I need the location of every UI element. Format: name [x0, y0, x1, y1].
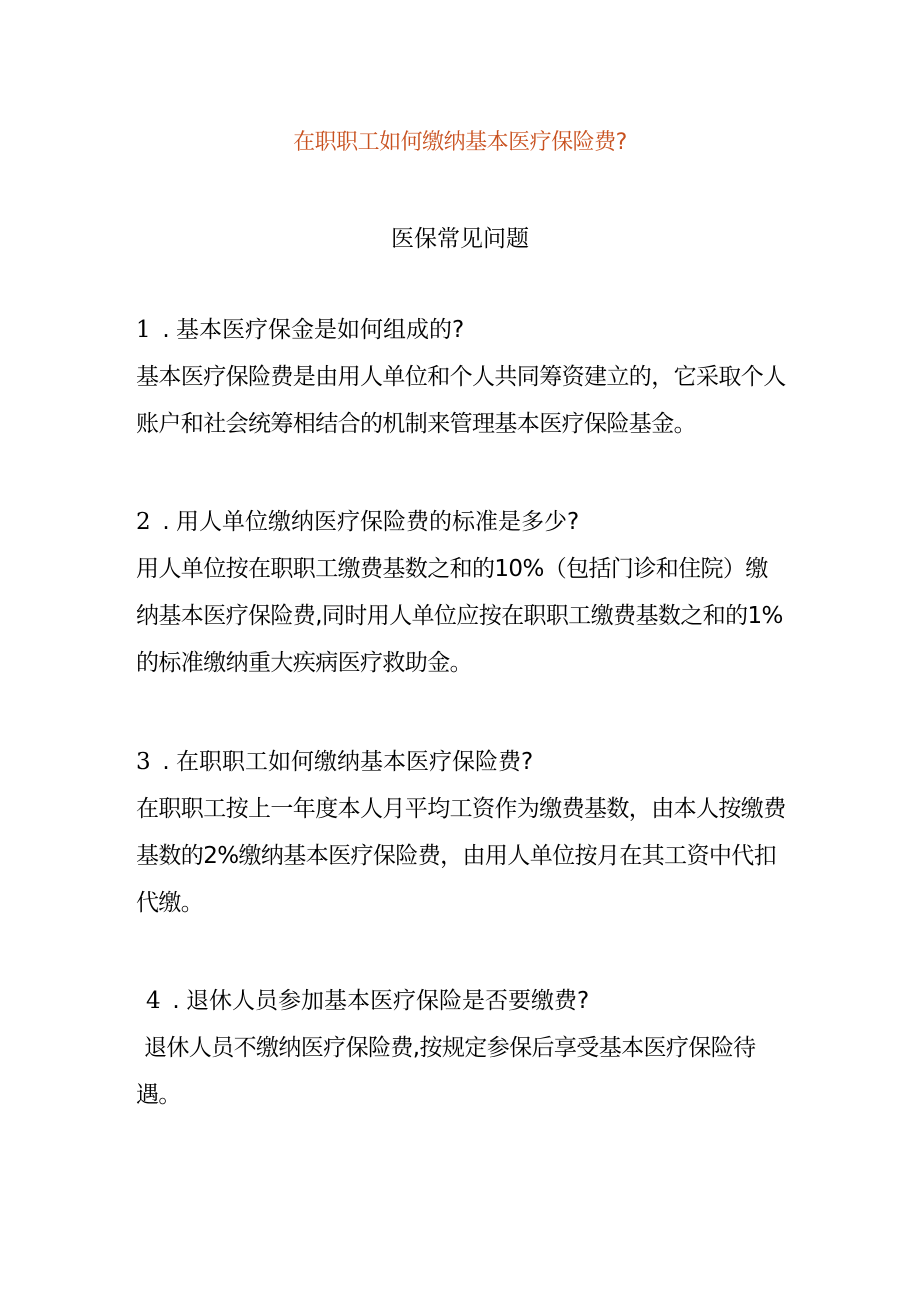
document-subtitle: 医保常见问题 — [391, 226, 529, 252]
question-line — [146, 984, 798, 1018]
question-number: 1 — [136, 317, 151, 343]
question-line — [136, 745, 788, 779]
answer-text: 退休人员不缴纳医疗保险费,按规定参保后享受基本医疗保险待遇。 — [136, 1035, 756, 1108]
question-text: 用人单位缴纳医疗保险费的标准是多少? — [176, 509, 580, 535]
question-separator: . — [162, 749, 170, 775]
question-separator: . — [162, 317, 170, 343]
question-line — [136, 313, 788, 347]
question-number: 4 — [146, 988, 161, 1014]
document-title: 在职职工如何缴纳基本医疗保险费? — [293, 130, 627, 155]
question-number: 2 — [136, 509, 151, 535]
question-text: 基本医疗保金是如何组成的? — [176, 317, 465, 343]
question-separator: . — [172, 988, 180, 1014]
answer-text: 基本医疗保险费是由用人单位和个人共同筹资建立的，它采取个人账户和社会统筹相结合的机制来管理基本医疗保险基金。 — [136, 364, 786, 437]
question-text: 在职职工如何缴纳基本医疗保险费? — [176, 749, 534, 775]
qa-item — [136, 505, 788, 687]
question-line — [136, 505, 788, 539]
question-separator: . — [162, 509, 170, 535]
qa-item — [136, 313, 788, 448]
answer-text: 在职职工按上一年度本人月平均工资作为缴费基数，由本人按缴费基数的2%缴纳基本医疗保险费，由用人单位按月在其工资中代扣代缴。 — [136, 796, 786, 916]
qa-item — [136, 984, 798, 1119]
qa-item — [136, 745, 788, 927]
answer-text: 用人单位按在职职工缴费基数之和的10%（包括门诊和住院）缴纳基本医疗保险费,同时用人单位应按在职职工缴费基数之和的1%的标准缴纳重大疾病医疗救助金。 — [136, 556, 783, 676]
question-text: 退休人员参加基本医疗保险是否要缴费? — [186, 988, 590, 1014]
question-number: 3 — [136, 749, 151, 775]
